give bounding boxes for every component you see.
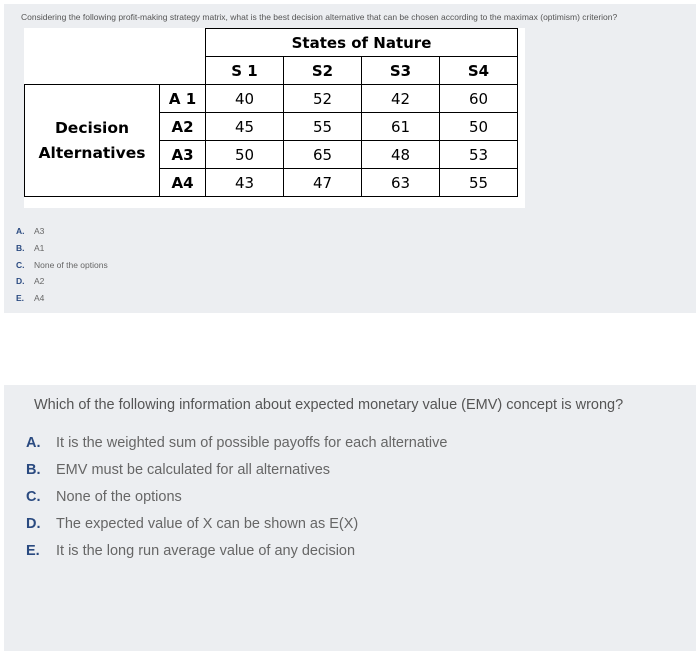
option-d[interactable]	[26, 511, 447, 538]
option-text: A2	[34, 276, 45, 287]
question-1-options	[16, 223, 108, 307]
payoff-cell: 48	[362, 141, 440, 169]
payoff-cell: 42	[362, 85, 440, 113]
payoff-cell: 53	[440, 141, 518, 169]
alternative-label: A3	[160, 141, 206, 169]
payoff-cell: 52	[284, 85, 362, 113]
option-e[interactable]	[16, 290, 108, 307]
option-letter: E.	[26, 543, 40, 559]
state-header: S3	[362, 57, 440, 85]
state-header: S2	[284, 57, 362, 85]
question-2-options	[26, 430, 447, 565]
decision-label-line1: Decision	[54, 118, 130, 137]
payoff-cell: 55	[440, 169, 518, 197]
option-b[interactable]	[26, 457, 447, 484]
option-letter: C.	[16, 259, 25, 270]
option-letter: D.	[26, 516, 41, 532]
option-text: None of the options	[56, 489, 182, 505]
option-text: It is the long run average value of any decision	[56, 543, 356, 559]
state-header: S 1	[206, 57, 284, 85]
question-2-card	[4, 385, 696, 651]
option-letter: B.	[16, 242, 25, 253]
option-text: A4	[34, 293, 45, 304]
alternative-label: A 1	[160, 85, 206, 113]
option-text: It is the weighted sum of possible payoffs for each alternative	[56, 435, 448, 451]
payoff-cell: 50	[206, 141, 284, 169]
option-text: A1	[34, 242, 45, 253]
option-letter: A.	[26, 435, 41, 451]
question-2-text: Which of the following information about expected monetary value (EMV) concept is wrong?	[34, 397, 624, 413]
option-letter: A.	[16, 226, 25, 236]
payoff-cell: 50	[440, 113, 518, 141]
payoff-matrix	[24, 28, 525, 208]
option-b[interactable]	[16, 240, 108, 257]
payoff-cell: 63	[362, 169, 440, 197]
option-text: EMV must be calculated for all alternatives	[56, 462, 331, 478]
option-c[interactable]	[26, 484, 447, 511]
option-letter: C.	[26, 489, 41, 505]
option-text: A3	[34, 226, 45, 236]
payoff-cell: 55	[284, 113, 362, 141]
option-d[interactable]	[16, 273, 108, 290]
payoff-cell: 65	[284, 141, 362, 169]
payoff-cell: 45	[206, 113, 284, 141]
option-letter: B.	[26, 462, 41, 478]
option-a[interactable]	[16, 223, 108, 240]
payoff-cell: 43	[206, 169, 284, 197]
decision-label-line2: Alternatives	[38, 143, 146, 162]
alternative-label: A4	[160, 169, 206, 197]
payoff-cell: 47	[284, 169, 362, 197]
state-header: S4	[440, 57, 518, 85]
option-e[interactable]	[26, 538, 447, 565]
question-1-text: Considering the following profit-making strategy matrix, what is the best decision alternative that can be chosen according to the maximax (optimism) criterion?	[21, 12, 618, 22]
option-letter: D.	[16, 276, 25, 287]
payoff-cell: 40	[206, 85, 284, 113]
option-text: The expected value of X can be shown as E(X)	[56, 516, 359, 532]
option-text: None of the options	[34, 259, 108, 270]
payoff-cell: 61	[362, 113, 440, 141]
option-letter: E.	[16, 293, 25, 304]
option-c[interactable]	[16, 257, 108, 274]
option-a[interactable]	[26, 430, 447, 457]
states-of-nature-header: States of Nature	[206, 29, 518, 57]
payoff-cell: 60	[440, 85, 518, 113]
question-1-card	[4, 4, 696, 313]
decision-alternatives-label	[25, 85, 160, 197]
alternative-label: A2	[160, 113, 206, 141]
payoff-table	[24, 28, 518, 197]
